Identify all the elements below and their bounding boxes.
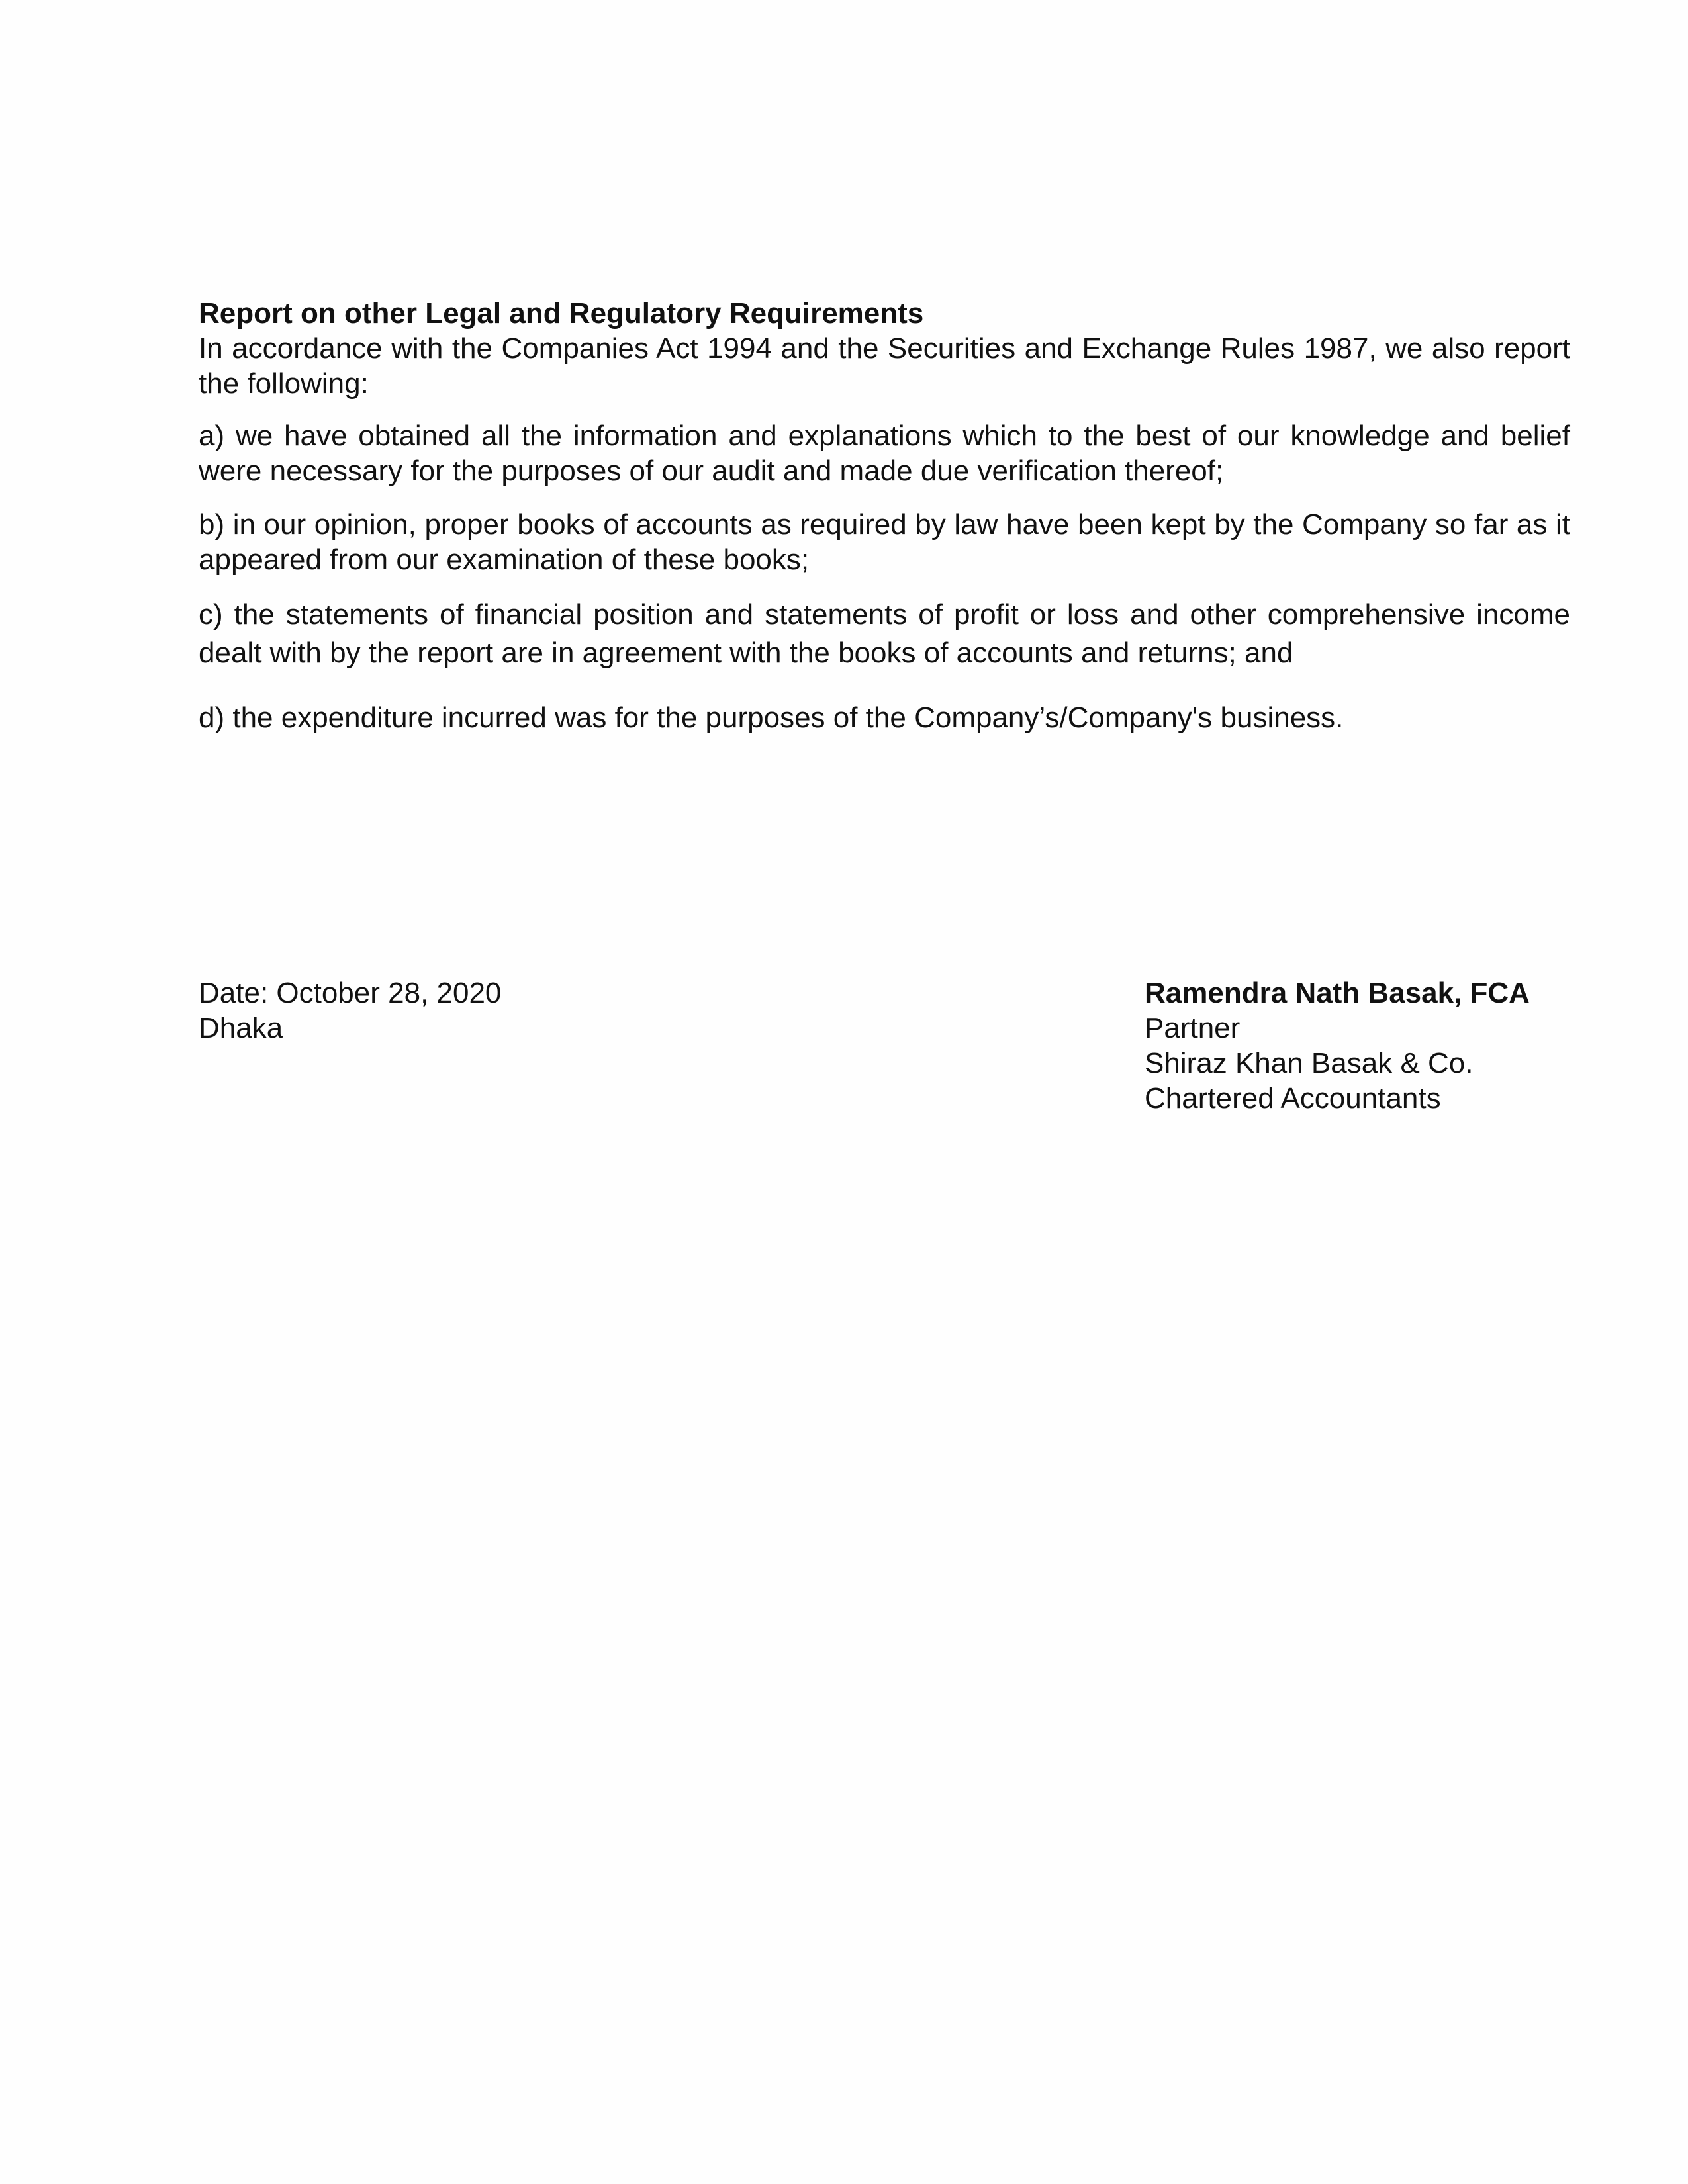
intro-paragraph: In accordance with the Companies Act 1994 and the Securities and Exchange Rules 1987, we also report the following: [199,332,1570,400]
report-item-a: a) we have obtained all the information and explanations which to the best of our knowledge and belief were necessary for the purposes of our audit and made due verification thereof; [199,420,1570,487]
report-section [199,296,1570,735]
report-date: Date: October 28, 2020 [199,977,502,1009]
signatory-block [1145,976,1581,1116]
firm-name: Shiraz Khan Basak & Co. [1145,1047,1474,1079]
report-item-b: b) in our opinion, proper books of accounts as required by law have been kept by the Company so far as it appeared from our examination of these books; [199,508,1570,576]
signatory-role: Partner [1145,1012,1241,1044]
date-place-block [199,976,501,1046]
signatory-name: Ramendra Nath Basak, FCA [1145,977,1530,1009]
report-item-c: c) the statements of financial position and statements of profit or loss and other comprehensive income dealt with by the report are in agreement with the books of accounts and returns; and [199,598,1570,669]
report-item-d: d) the expenditure incurred was for the purposes of the Company’s/Company's business. [199,702,1344,734]
report-place: Dhaka [199,1012,283,1044]
firm-type: Chartered Accountants [1145,1082,1441,1115]
section-heading: Report on other Legal and Regulatory Requirements [199,297,924,330]
